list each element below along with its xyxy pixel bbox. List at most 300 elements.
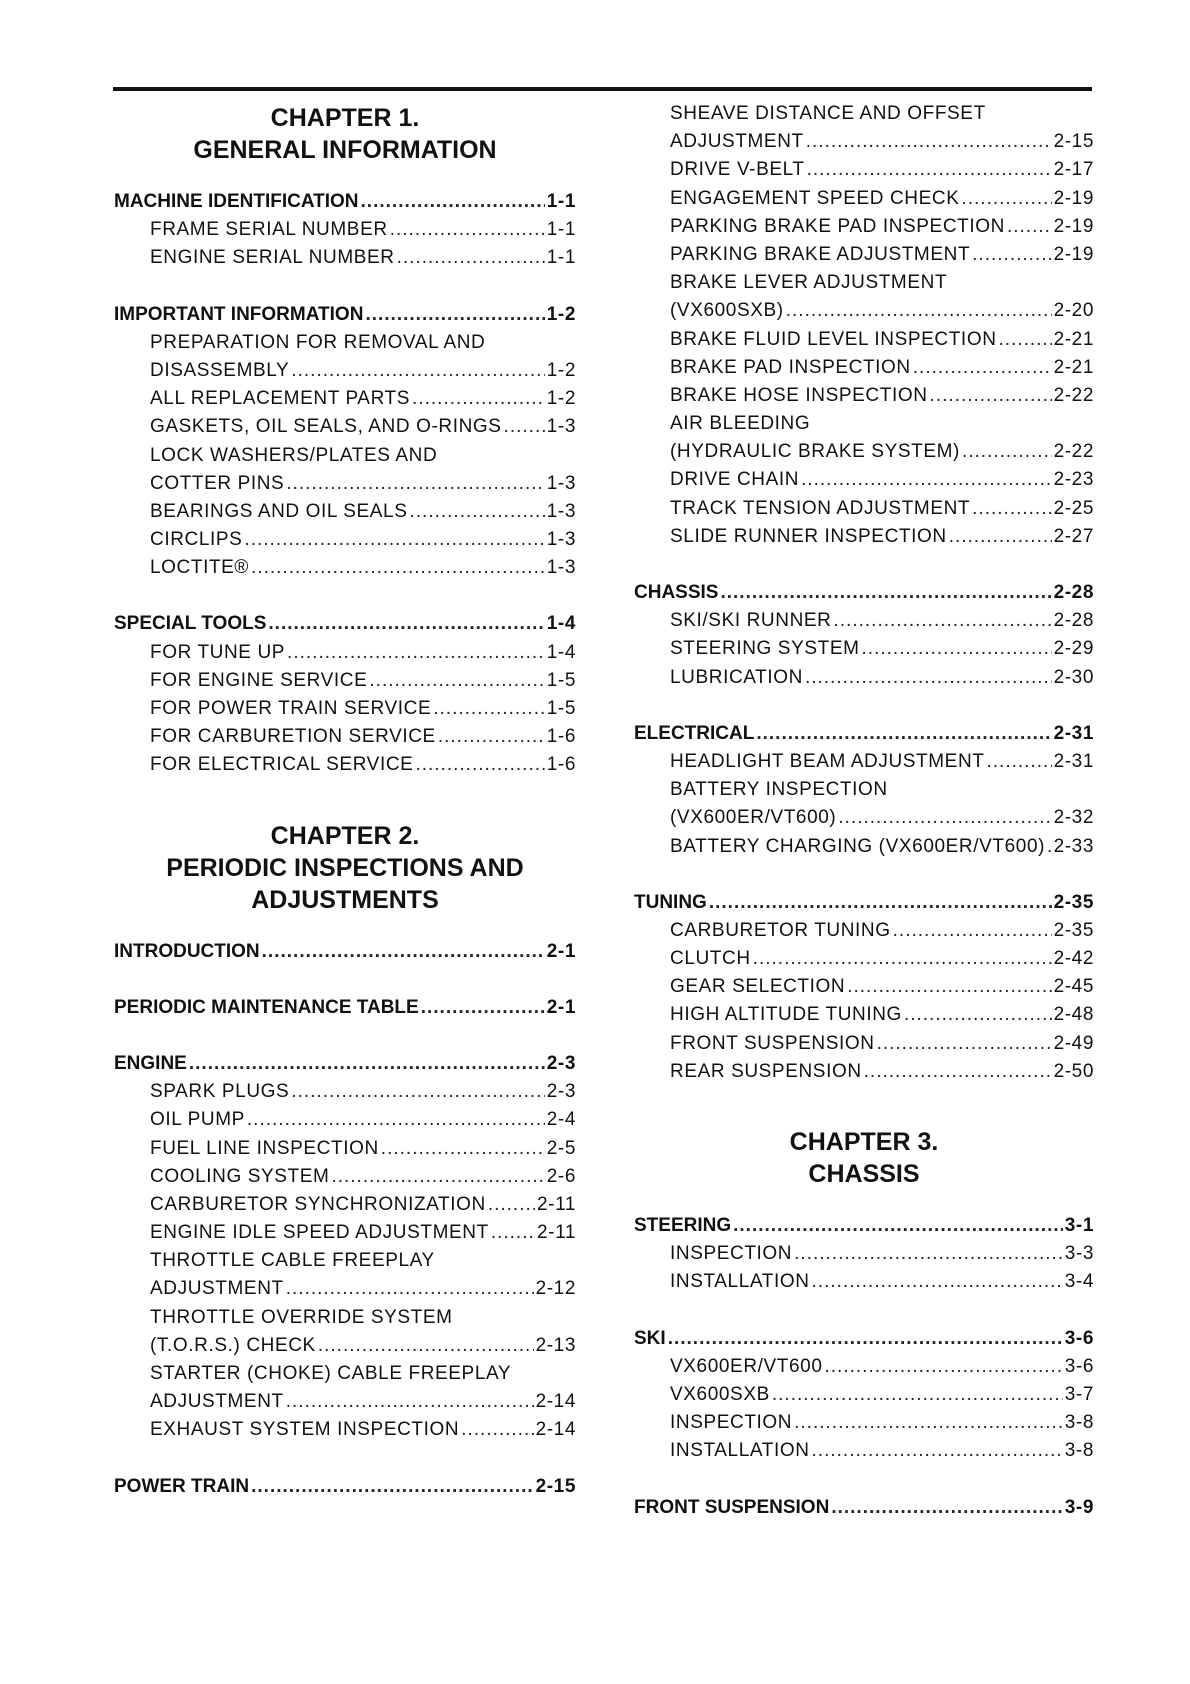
toc-sub-entry[interactable]: [114, 639, 576, 667]
page-number: 3-8: [1064, 1440, 1094, 1462]
entry-title: CLUTCH: [670, 948, 751, 970]
entry-title: INSPECTION: [670, 1243, 793, 1265]
toc-sub-entry[interactable]: [114, 1416, 576, 1444]
entry-title: FOR TUNE UP: [150, 641, 286, 663]
entry-title: ENGINE SERIAL NUMBER: [150, 247, 395, 269]
page-number: 2-33: [1053, 835, 1094, 857]
chapter3-toc: [634, 1212, 1094, 1522]
entry-title: HEADLIGHT BEAM ADJUSTMENT: [670, 750, 985, 772]
page-number: 2-48: [1053, 1004, 1094, 1026]
toc-sub-entry[interactable]: [114, 667, 576, 695]
page-number: 1-6: [546, 754, 576, 776]
entry-title: GASKETS, OIL SEALS, AND O-RINGS: [150, 416, 502, 438]
dot-leader: [433, 695, 544, 723]
dot-leader: [720, 579, 1051, 607]
dot-leader: [733, 1212, 1063, 1240]
dot-leader: [986, 748, 1051, 776]
page-number: 3-6: [1064, 1355, 1094, 1377]
toc-sub-entry[interactable]: [114, 1332, 576, 1360]
toc-section-entry[interactable]: [634, 579, 1094, 607]
entry-title-line: PREPARATION FOR REMOVAL AND: [150, 331, 486, 353]
dot-leader: [794, 1240, 1063, 1268]
toc-sub-entry[interactable]: [634, 495, 1094, 523]
section-gap: [634, 692, 1094, 720]
toc-sub-entry[interactable]: [634, 664, 1094, 692]
entry-title-line: STARTER (CHOKE) CABLE FREEPLAY: [150, 1363, 512, 1384]
dot-leader: [930, 382, 1052, 410]
entry-title: GEAR SELECTION: [670, 976, 846, 998]
entry-title: CHASSIS: [634, 582, 719, 603]
entry-title: CARBURETOR SYNCHRONIZATION: [150, 1193, 486, 1215]
entry-title: PERIODIC MAINTENANCE TABLE: [114, 996, 419, 1018]
toc-sub-entry[interactable]: [634, 438, 1094, 466]
toc-sub-entry[interactable]: [634, 1058, 1094, 1086]
page-number: 2-15: [1053, 131, 1094, 153]
page-number: 3-1: [1064, 1215, 1094, 1236]
entry-title: COOLING SYSTEM: [150, 1165, 330, 1187]
toc-section-entry[interactable]: [634, 720, 1094, 748]
dot-leader: [286, 470, 544, 498]
entry-title: TUNING: [634, 891, 707, 913]
page-number: 1-3: [546, 472, 576, 494]
page-number: 2-29: [1053, 638, 1094, 660]
dot-leader: [247, 1106, 545, 1134]
dot-leader: [913, 354, 1052, 382]
toc-sub-entry[interactable]: [114, 1106, 576, 1134]
toc-sub-entry[interactable]: [634, 241, 1094, 269]
toc-sub-entry[interactable]: [634, 1437, 1094, 1465]
entry-title: VX600ER/VT600: [670, 1355, 823, 1377]
entry-title: FOR ENGINE SERVICE: [150, 669, 368, 691]
toc-sub-entry[interactable]: [114, 1135, 576, 1163]
chapter3-title: CHASSIS: [808, 1160, 920, 1188]
section-gap: [114, 966, 576, 994]
entry-title: COTTER PINS: [150, 472, 285, 494]
dot-leader: [318, 1332, 534, 1360]
toc-section-entry[interactable]: [114, 301, 576, 329]
entry-title: PARKING BRAKE PAD INSPECTION: [670, 215, 1005, 237]
entry-title: REAR SUSPENSION: [670, 1060, 862, 1082]
entry-title: INTRODUCTION: [114, 940, 260, 962]
toc-sub-entry[interactable]: [634, 1381, 1094, 1409]
page-number: 1-1: [546, 247, 576, 269]
entry-title: ENGAGEMENT SPEED CHECK: [670, 187, 960, 209]
toc-sub-entry[interactable]: [114, 1275, 576, 1303]
dot-leader: [286, 1275, 534, 1303]
entry-title-line: BRAKE LEVER ADJUSTMENT: [670, 272, 948, 294]
entry-title: FUEL LINE INSPECTION: [150, 1137, 379, 1159]
dot-leader: [972, 241, 1051, 269]
page-number: 2-19: [1053, 243, 1094, 265]
page-number: 2-20: [1053, 300, 1094, 322]
dot-leader: [421, 994, 545, 1022]
dot-leader: [488, 1191, 535, 1219]
page-number: 1-3: [546, 416, 576, 438]
toc-sub-entry[interactable]: [634, 833, 1094, 861]
dot-leader: [862, 635, 1052, 663]
dot-leader: [461, 1416, 533, 1444]
page-number: 2-23: [1053, 469, 1094, 491]
dot-leader: [412, 385, 545, 413]
chapter2-title-line1: PERIODIC INSPECTIONS AND: [166, 853, 524, 882]
toc-sub-entry[interactable]: [634, 326, 1094, 354]
toc-sub-entry[interactable]: [634, 185, 1094, 213]
dot-leader: [999, 326, 1052, 354]
page-number: 2-28: [1053, 582, 1094, 603]
toc-section-entry[interactable]: [114, 188, 576, 216]
toc-section-entry[interactable]: [634, 889, 1094, 917]
toc-sub-entry[interactable]: [634, 382, 1094, 410]
section-gap: [114, 1445, 576, 1473]
entry-title: FOR ELECTRICAL SERVICE: [150, 754, 414, 776]
entry-title: BRAKE HOSE INSPECTION: [670, 384, 928, 406]
dot-leader: [1007, 213, 1052, 241]
toc-sub-entry[interactable]: [634, 213, 1094, 241]
page-number: 1-4: [546, 641, 576, 663]
toc-section-entry[interactable]: [634, 1325, 1094, 1353]
toc-sub-entry[interactable]: [634, 635, 1094, 663]
dot-leader: [189, 1050, 545, 1078]
toc-sub-entry[interactable]: [634, 128, 1094, 156]
toc-sub-entry[interactable]: [634, 156, 1094, 184]
toc-sub-entry[interactable]: [634, 748, 1094, 776]
toc-sub-entry[interactable]: [114, 413, 576, 441]
entry-title: (T.O.R.S.) CHECK: [150, 1334, 316, 1356]
dot-leader: [251, 1473, 533, 1501]
entry-title: OIL PUMP: [150, 1109, 245, 1131]
entry-title-line: THROTTLE CABLE FREEPLAY: [150, 1250, 435, 1272]
entry-title: DISASSEMBLY: [150, 359, 290, 381]
dot-leader: [291, 1078, 544, 1106]
toc-sub-entry[interactable]: [634, 804, 1094, 832]
section-gap: [114, 273, 576, 301]
entry-title: INSPECTION: [670, 1412, 793, 1434]
page-number: 3-6: [1064, 1327, 1094, 1349]
page-number: 3-3: [1064, 1243, 1094, 1265]
dot-leader: [251, 554, 545, 582]
toc-sub-entry[interactable]: [114, 1388, 576, 1416]
dot-leader: [291, 357, 544, 385]
dot-leader: [286, 1388, 534, 1416]
entry-title: ENGINE IDLE SPEED ADJUSTMENT: [150, 1222, 489, 1244]
entry-title-line: AIR BLEEDING: [670, 413, 811, 435]
page-number: 2-32: [1053, 807, 1094, 829]
entry-title: DRIVE CHAIN: [670, 469, 800, 491]
entry-title: CIRCLIPS: [150, 529, 243, 551]
toc-sub-entry[interactable]: [114, 695, 576, 723]
toc-sub-entry[interactable]: [114, 357, 576, 385]
dot-leader: [831, 1494, 1062, 1522]
toc-section-entry[interactable]: [114, 938, 576, 966]
dot-leader: [847, 973, 1051, 1001]
dot-leader: [949, 523, 1052, 551]
page-number: 1-2: [546, 388, 576, 410]
entry-title: STEERING SYSTEM: [670, 638, 860, 660]
dot-leader: [244, 526, 544, 554]
dot-leader: [838, 804, 1051, 832]
dot-leader: [415, 751, 544, 779]
dot-leader: [772, 1381, 1063, 1409]
dot-leader: [331, 1163, 544, 1191]
page-number: 2-21: [1053, 328, 1094, 350]
entry-title: LOCTITE®: [150, 557, 250, 579]
power-train-continued: [634, 100, 1094, 551]
page-number: 3-9: [1064, 1496, 1094, 1518]
page-number: 2-17: [1053, 159, 1094, 181]
page-number: 2-30: [1053, 666, 1094, 688]
chapter2-toc-left: [114, 938, 576, 1501]
toc-sub-entry[interactable]: [114, 385, 576, 413]
toc-sub-entry[interactable]: [114, 554, 576, 582]
section-gap: [114, 582, 576, 610]
page-number: 2-5: [546, 1137, 576, 1159]
page-number: 2-22: [1053, 384, 1094, 406]
entry-title: FRONT SUSPENSION: [634, 1496, 830, 1518]
page-number: 2-15: [535, 1475, 576, 1497]
page-number: 2-1: [546, 940, 576, 962]
chapter2-label: CHAPTER 2.: [270, 821, 420, 850]
page-number: 2-13: [535, 1334, 576, 1356]
toc-sub-entry[interactable]: [634, 973, 1094, 1001]
page-number: 2-31: [1053, 722, 1094, 744]
entry-title: ELECTRICAL: [634, 722, 755, 744]
page-number: 2-1: [546, 996, 576, 1018]
chapter1-heading: [114, 102, 576, 166]
entry-title: STEERING: [634, 1215, 732, 1236]
chapter1-title: GENERAL INFORMATION: [193, 136, 497, 164]
page-number: 1-3: [546, 557, 576, 579]
dot-leader: [801, 466, 1052, 494]
dot-leader: [369, 667, 544, 695]
dot-leader: [753, 945, 1052, 973]
toc-sub-entry[interactable]: [114, 1191, 576, 1219]
section-gap: [634, 861, 1094, 889]
entry-title: (VX600ER/VT600): [670, 807, 837, 829]
entry-title-line: SHEAVE DISTANCE AND OFFSET: [670, 103, 986, 124]
toc-sub-entry[interactable]: [114, 498, 576, 526]
dot-leader: [806, 128, 1052, 156]
entry-title: ENGINE: [114, 1052, 187, 1074]
toc-sub-entry[interactable]: [634, 466, 1094, 494]
entry-title: INSTALLATION: [670, 1271, 810, 1293]
left-column: [114, 100, 576, 1501]
dot-leader: [812, 1437, 1063, 1465]
toc-sub-entry[interactable]: [114, 470, 576, 498]
entry-title: BRAKE PAD INSPECTION: [670, 356, 911, 378]
toc-sub-entry[interactable]: [114, 1163, 576, 1191]
toc-sub-entry[interactable]: [634, 1001, 1094, 1029]
page-number: 2-21: [1053, 356, 1094, 378]
dot-leader: [262, 938, 545, 966]
entry-title: SPECIAL TOOLS: [114, 613, 267, 635]
page-number: 2-14: [535, 1419, 576, 1441]
page-number: 3-8: [1064, 1412, 1094, 1434]
dot-leader: [807, 156, 1052, 184]
dot-leader: [381, 1135, 545, 1163]
entry-title: FRAME SERIAL NUMBER: [150, 219, 388, 241]
dot-leader: [812, 1268, 1063, 1296]
page-number: 2-27: [1053, 525, 1094, 547]
page-number: 2-22: [1053, 441, 1094, 463]
page-number: 1-5: [546, 669, 576, 691]
dot-leader: [961, 185, 1051, 213]
toc-sub-entry[interactable]: [634, 917, 1094, 945]
dot-leader: [504, 413, 545, 441]
dot-leader: [786, 297, 1052, 325]
entry-title: SPARK PLUGS: [150, 1081, 290, 1103]
toc-section-entry[interactable]: [634, 1212, 1094, 1240]
page-number: 2-11: [536, 1222, 576, 1244]
dot-leader: [390, 216, 545, 244]
entry-title: TRACK TENSION ADJUSTMENT: [670, 497, 971, 519]
entry-title: IMPORTANT INFORMATION: [114, 303, 364, 325]
dot-leader: [287, 639, 545, 667]
entry-title: VX600SXB: [670, 1383, 770, 1405]
page-number: 2-4: [546, 1109, 576, 1131]
dot-leader: [805, 664, 1052, 692]
entry-title: LUBRICATION: [670, 666, 803, 688]
entry-title: PARKING BRAKE ADJUSTMENT: [670, 243, 971, 265]
toc-sub-entry[interactable]: [114, 244, 576, 272]
dot-leader: [361, 188, 545, 216]
entry-title: FOR CARBURETION SERVICE: [150, 726, 436, 748]
toc-sub-entry[interactable]: [634, 1240, 1094, 1268]
toc-sub-entry[interactable]: [114, 526, 576, 554]
entry-title: ALL REPLACEMENT PARTS: [150, 388, 411, 410]
page-number: 2-50: [1053, 1060, 1094, 1082]
toc-section-entry[interactable]: [114, 1473, 576, 1501]
entry-title: CARBURETOR TUNING: [670, 919, 891, 941]
entry-title: DRIVE V-BELT: [670, 159, 805, 181]
entry-title: MACHINE IDENTIFICATION: [114, 191, 359, 212]
toc-sub-entry[interactable]: [634, 523, 1094, 551]
section-gap: [634, 1466, 1094, 1494]
page-number: 2-49: [1053, 1032, 1094, 1054]
toc-section-entry[interactable]: [114, 1050, 576, 1078]
page-number: 1-4: [546, 613, 576, 635]
toc-section-entry[interactable]: [634, 1494, 1094, 1522]
right-column: [634, 100, 1094, 1522]
toc-sub-entry[interactable]: [634, 607, 1094, 635]
chapter2-title-line2: ADJUSTMENTS: [251, 885, 439, 914]
dot-leader: [397, 244, 545, 272]
entry-title: SKI/SKI RUNNER: [670, 610, 832, 632]
page-number: 1-2: [546, 303, 576, 325]
entry-title: EXHAUST SYSTEM INSPECTION: [150, 1419, 460, 1441]
page-number: 2-3: [546, 1081, 576, 1103]
dot-leader: [491, 1219, 535, 1247]
entry-title-line: THROTTLE OVERRIDE SYSTEM: [150, 1306, 453, 1328]
chapter1-label: CHAPTER 1.: [270, 104, 420, 132]
toc-sub-entry[interactable]: [114, 723, 576, 751]
toc-sub-entry[interactable]: [114, 1078, 576, 1106]
dot-leader: [962, 438, 1052, 466]
entry-title: ADJUSTMENT: [150, 1391, 284, 1413]
entry-title: HIGH ALTITUDE TUNING: [670, 1004, 902, 1026]
entry-title: BEARINGS AND OIL SEALS: [150, 500, 408, 522]
dot-leader: [904, 1001, 1052, 1029]
section-gap: [634, 1297, 1094, 1325]
page-number: 2-11: [536, 1193, 576, 1215]
dot-leader: [864, 1058, 1052, 1086]
entry-title: BATTERY CHARGING (VX600ER/VT600): [670, 835, 1046, 857]
dot-leader: [756, 720, 1051, 748]
toc-sub-entry[interactable]: [634, 354, 1094, 382]
entry-title: ADJUSTMENT: [150, 1278, 284, 1300]
toc-sub-entry[interactable]: [114, 216, 576, 244]
dot-leader: [709, 889, 1052, 917]
entry-title: POWER TRAIN: [114, 1475, 250, 1497]
toc-sub-entry[interactable]: [634, 1353, 1094, 1381]
dot-leader: [834, 607, 1052, 635]
chapter3-label: CHAPTER 3.: [789, 1128, 939, 1156]
entry-title: BRAKE FLUID LEVEL INSPECTION: [670, 328, 997, 350]
toc-sub-entry[interactable]: [634, 1268, 1094, 1296]
entry-title-line: BATTERY INSPECTION: [670, 779, 888, 801]
dot-leader: [893, 917, 1052, 945]
toc-sub-entry[interactable]: [114, 751, 576, 779]
dot-leader: [438, 723, 545, 751]
dot-leader: [825, 1353, 1063, 1381]
entry-title: FRONT SUSPENSION: [670, 1032, 875, 1054]
page-number: 2-25: [1053, 497, 1094, 519]
entry-title: SLIDE RUNNER INSPECTION: [670, 525, 947, 547]
page-number: 2-31: [1053, 750, 1094, 772]
page-number: 2-28: [1053, 610, 1094, 632]
toc-sub-entry[interactable]: [634, 945, 1094, 973]
chapter3-heading: [634, 1126, 1094, 1190]
page-number: 2-35: [1053, 919, 1094, 941]
toc-sub-entry[interactable]: [634, 1409, 1094, 1437]
page-number: 1-1: [546, 219, 576, 241]
page-number: 2-45: [1053, 976, 1094, 998]
toc-sub-entry[interactable]: [114, 1219, 576, 1247]
entry-title-line: LOCK WASHERS/PLATES AND: [150, 444, 438, 466]
page-number: 1-5: [546, 698, 576, 719]
page-number: 2-42: [1053, 948, 1094, 970]
entry-title: (HYDRAULIC BRAKE SYSTEM): [670, 441, 960, 463]
page-number: 2-6: [546, 1165, 576, 1187]
entry-title: SKI: [634, 1327, 666, 1349]
toc-section-entry[interactable]: [114, 994, 576, 1022]
entry-title: FOR POWER TRAIN SERVICE: [150, 698, 432, 719]
page-number: 2-19: [1053, 215, 1094, 237]
dot-leader: [365, 301, 544, 329]
dot-leader: [668, 1325, 1063, 1353]
page-number: 3-4: [1064, 1271, 1094, 1293]
toc-sub-entry[interactable]: [634, 297, 1094, 325]
chapter2-heading: [114, 820, 576, 916]
page-number: 1-2: [546, 359, 576, 381]
toc-section-entry[interactable]: [114, 610, 576, 638]
dot-leader: [794, 1409, 1063, 1437]
page-number: 1-1: [546, 191, 576, 212]
page-number: 1-3: [546, 529, 576, 551]
page-number: 2-14: [535, 1391, 576, 1413]
page-number: 2-19: [1053, 187, 1094, 209]
page-number: 2-35: [1053, 891, 1094, 913]
section-gap: [114, 1022, 576, 1050]
page-number: 2-12: [535, 1278, 576, 1300]
section-gap: [634, 551, 1094, 579]
entry-title: INSTALLATION: [670, 1440, 810, 1462]
top-rule: [113, 87, 1092, 91]
dot-leader: [1047, 833, 1052, 861]
toc-sub-entry[interactable]: [634, 1030, 1094, 1058]
dot-leader: [409, 498, 544, 526]
page-number: 1-6: [546, 726, 576, 748]
page-number: 2-3: [546, 1052, 576, 1074]
